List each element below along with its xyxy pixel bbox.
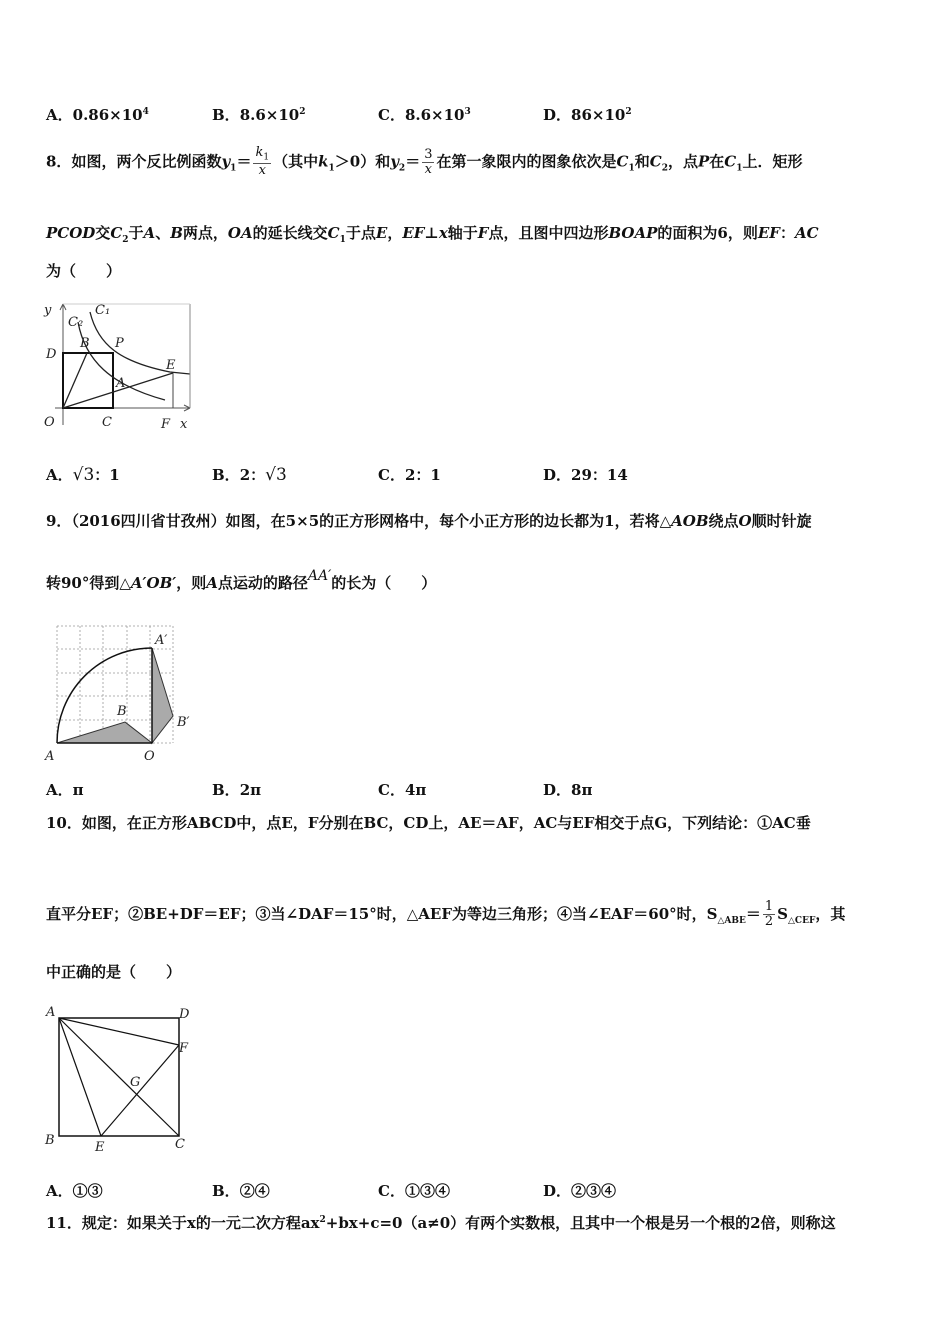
q8-line-3: 为（ ） [46, 262, 122, 280]
q8-line-2: PCOD交$C_2$于A、B两点，OA的延长线交$C_1$于点E，EF⊥x轴于F点，且图中四边形BOAP的面积为6，则EF：AC [46, 224, 819, 245]
q9-label-b: B [117, 704, 127, 719]
q9-line-2: 转90°得到△A′OB′，则A点运动的路径AA′的长为（ ） [46, 568, 437, 592]
q9-option-a: A．π [46, 781, 84, 799]
q8-label-c: C [102, 415, 112, 430]
q7-option-c: C．$8.6\times 10^3$ [378, 106, 471, 124]
q10-label-f: F [179, 1041, 189, 1056]
q10-segment-ef [101, 1045, 179, 1136]
q8-segment-ob [63, 353, 87, 408]
q10-label-b: B [45, 1133, 55, 1148]
q10-line-1: 10．如图，在正方形ABCD中，点E，F分别在BC，CD上，AE＝AF，AC与EF相交于点G，下列结论：①AC垂 [46, 814, 811, 832]
q8-fraction-3-over-x: $\frac{3}{x}$ [424, 146, 433, 177]
q10-line-3: 中正确的是（ ） [46, 963, 182, 981]
q10-segment-ac [59, 1018, 179, 1136]
q9-label-o: O [144, 749, 155, 764]
q8-label-y: y [44, 303, 52, 318]
q10-option-b: B．②④ [212, 1182, 270, 1200]
q8-label-p: P [115, 336, 124, 351]
q8-label-e: E [166, 358, 176, 373]
q9-triangle-aob [57, 722, 152, 743]
q10-segment-af [59, 1018, 179, 1045]
q8-line-1: 8．如图，两个反比例函数$y_1=$ $\frac{k_1}{x}$ （其中$k_1>0$）和$y_2=$ $\frac{3}{x}$ 在第一象限内的图象依次是$C_1$和$C_2$，点P在$C_1$上．矩形 [46, 145, 803, 179]
q8-option-d: D．29：14 [543, 466, 628, 484]
q10-option-d: D．②③④ [543, 1182, 617, 1200]
q10-option-a: A．①③ [46, 1182, 103, 1200]
q7-option-d: D．$86\times 10^2$ [543, 106, 632, 124]
q9-label-a: A [45, 749, 55, 764]
q10-label-g: G [130, 1075, 141, 1090]
q8-label-d: D [46, 347, 57, 362]
q8-label-c2: C₂ [68, 315, 84, 330]
q7-option-b: B．$8.6\times 10^2$ [212, 106, 306, 124]
q10-label-a: A [46, 1005, 56, 1020]
q9-arc-notation: AA′ [307, 568, 332, 584]
q10-line-2: 直平分EF；②BE+DF＝EF；③当∠DAF＝15°时，△AEF为等边三角形；④当∠EAF＝60°时，$S_{\triangle ABE}=$ $\frac{1}{2}$ $S_{\triangle CEF}$，其 [46, 899, 846, 930]
q9-triangle-a1ob1 [152, 648, 173, 743]
q10-label-d: D [179, 1007, 190, 1022]
q8-option-a: A．√3：1 [46, 465, 120, 485]
q8-label-b: B [80, 336, 90, 351]
q10-fraction-half: $\frac{1}{2}$ [764, 899, 774, 930]
q8-figure [40, 300, 200, 432]
q9-figure [40, 620, 210, 768]
q8-label-c1: C₁ [95, 303, 111, 318]
q9-option-c: C．4π [378, 781, 427, 799]
q10-label-e: E [95, 1140, 105, 1155]
q9-option-d: D．8π [543, 781, 593, 799]
q8-label-o: O [44, 415, 55, 430]
q10-label-c: C [175, 1137, 185, 1152]
q10-figure [40, 1000, 210, 1158]
q9-label-b1: B′ [177, 715, 190, 730]
q8-label-x: x [180, 417, 188, 432]
q11-line-1: 11．规定：如果关于x的一元二次方程$ax^2+bx+c=0(a\ne 0)$有两个实数根，且其中一个根是另一个根的2倍，则称这 [46, 1214, 836, 1232]
q8-label-a: A [116, 376, 126, 391]
q8-option-c: C．2：1 [378, 466, 441, 484]
q7-option-a: A．$0.86\times 10^4$ [46, 106, 149, 124]
q9-line-1: 9．（2016四川省甘孜州）如图，在5×5的正方形网格中，每个小正方形的边长都为1，若将△AOB绕点O顺时针旋 [46, 512, 812, 530]
q9-option-b: B．2π [212, 781, 262, 799]
q10-segment-ae [59, 1018, 101, 1136]
q8-option-b: B．2：√3 [212, 465, 287, 485]
q9-label-a1: A′ [155, 633, 168, 648]
q10-option-c: C．①③④ [378, 1182, 450, 1200]
q8-fraction-k1-over-x: $\frac{k_1}{x}$ [255, 145, 270, 179]
q8-label-f: F [161, 417, 171, 432]
